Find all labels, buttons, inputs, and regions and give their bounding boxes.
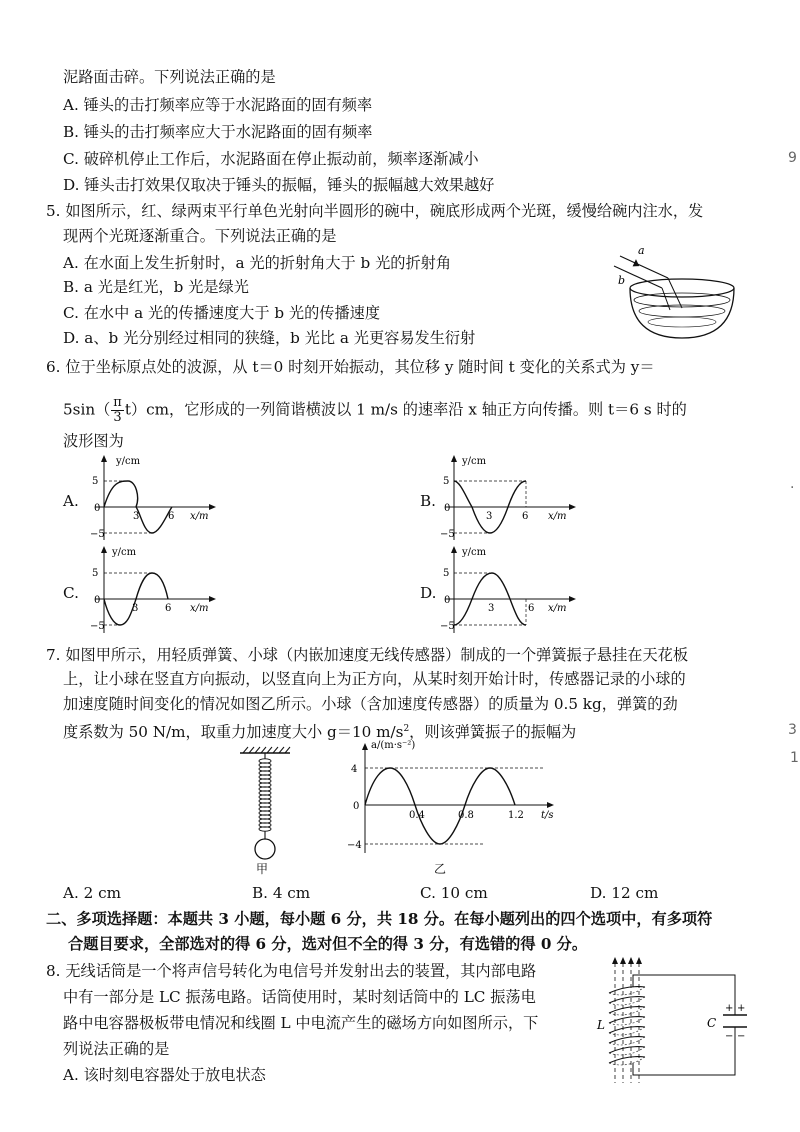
coil-turn bbox=[609, 1037, 645, 1043]
q6-stem-3: 波形图为 bbox=[63, 432, 124, 450]
arrow-icon bbox=[633, 259, 642, 269]
x-label: x/m bbox=[190, 603, 209, 614]
q5-option-b: B. a 光是红光，b 光是绿光 bbox=[63, 278, 249, 296]
q7-superscript: 2 bbox=[403, 724, 410, 734]
y-label: y/cm bbox=[116, 456, 141, 467]
y-label: y/cm bbox=[112, 547, 137, 558]
coil-turn bbox=[609, 1027, 645, 1033]
x-label: x/m bbox=[548, 603, 567, 614]
y-axis-arrow-icon bbox=[451, 546, 457, 553]
q7-stem-4-post: ，则该弹簧振子的振幅为 bbox=[409, 723, 577, 742]
coil-turn bbox=[609, 1017, 645, 1023]
x-label: t/s bbox=[541, 810, 554, 821]
q8-stem-4: 列说法正确的是 bbox=[63, 1040, 170, 1058]
y-label: y/cm bbox=[462, 456, 487, 467]
x-axis-arrow-icon bbox=[209, 504, 216, 510]
tick-label: 6 bbox=[522, 511, 529, 522]
tick-label: 0 bbox=[94, 503, 101, 514]
wave-graph-a bbox=[90, 452, 220, 542]
q6-formula-pre: 5sin（ bbox=[63, 400, 111, 419]
tick-label: 0 bbox=[94, 595, 101, 606]
q6-fraction-denominator: 3 bbox=[113, 410, 122, 425]
q6-formula-post: t）cm，它形成的一列简谐横波以 1 m/s 的速率沿 x 轴正方向传播。则 t＝6 s 时的 bbox=[124, 400, 687, 419]
tick-label: 0 bbox=[444, 595, 451, 606]
q4-option-c: C. 破碎机停止工作后，水泥路面在停止振动前，频率逐渐减小 bbox=[63, 150, 479, 168]
tick-label: 0 bbox=[353, 801, 360, 812]
edge-mark: · bbox=[790, 480, 795, 496]
plate-charge: + bbox=[725, 1003, 734, 1014]
q8-stem-1: 8. 无线话筒是一个将声信号转化为电信号并发射出去的装置，其内部电路 bbox=[46, 962, 537, 980]
label-l: L bbox=[597, 1018, 605, 1032]
label-a: a bbox=[638, 244, 645, 257]
y-axis-arrow-icon bbox=[362, 743, 368, 750]
q7-option-a: A. 2 cm bbox=[63, 884, 122, 902]
lc-circuit-diagram bbox=[595, 955, 755, 1085]
water-layer bbox=[648, 317, 716, 327]
bowl-diagram bbox=[600, 238, 745, 343]
q7-option-c: C. 10 cm bbox=[420, 884, 488, 902]
tick-label: 3 bbox=[486, 511, 493, 522]
field-arrow-icons bbox=[612, 957, 642, 964]
wave-option-label: D. bbox=[420, 584, 437, 602]
label-b: b bbox=[618, 274, 626, 287]
acceleration-curve bbox=[365, 768, 515, 844]
tick-label: 0.8 bbox=[458, 810, 474, 821]
edge-mark: 3 bbox=[788, 722, 797, 738]
q7-stem-1: 7. 如图甲所示，用轻质弹簧、小球（内嵌加速度无线传感器）制成的一个弹簧振子悬挂在天花板 bbox=[46, 646, 689, 664]
q5-option-d: D. a、b 光分别经过相同的狭缝，b 光比 a 光更容易发生衍射 bbox=[63, 329, 476, 347]
edge-mark: 9 bbox=[788, 150, 797, 166]
q8-stem-3: 路中电容器极板带电情况和线圈 L 中电流产生的磁场方向如图所示，下 bbox=[63, 1014, 539, 1032]
tick-label: 6 bbox=[165, 603, 172, 614]
y-axis-arrow-icon bbox=[451, 455, 457, 462]
q7-option-b: B. 4 cm bbox=[252, 884, 311, 902]
q8-option-a: A. 该时刻电容器处于放电状态 bbox=[63, 1066, 266, 1084]
x-axis-arrow-icon bbox=[547, 802, 554, 808]
tick-label: −5 bbox=[440, 529, 455, 540]
q5-stem-1: 5. 如图所示，红、绿两束平行单色光射向半圆形的碗中，碗底形成两个光斑，缓慢给碗内注水，发 bbox=[46, 202, 704, 220]
y-label: a/(m·s⁻²) bbox=[371, 740, 416, 751]
tick-label: 0.4 bbox=[409, 810, 425, 821]
tick-label: −5 bbox=[90, 529, 105, 540]
q7-stem-3: 加速度随时间变化的情况如图乙所示。小球（含加速度传感器）的质量为 0.5 kg，弹簧的劲 bbox=[63, 695, 678, 713]
x-axis-arrow-icon bbox=[569, 596, 576, 602]
y-label: y/cm bbox=[462, 547, 487, 558]
tick-label: 0 bbox=[444, 503, 451, 514]
coil-turn bbox=[609, 1007, 645, 1013]
q5-stem-2: 现两个光斑逐渐重合。下列说法正确的是 bbox=[63, 227, 337, 245]
tick-label: 5 bbox=[443, 476, 450, 487]
tick-label: 4 bbox=[351, 764, 358, 775]
coil-turn bbox=[609, 1057, 645, 1063]
tick-label: 3 bbox=[133, 511, 140, 522]
tick-label: 3 bbox=[132, 603, 139, 614]
q4-option-b: B. 锤头的击打频率应大于水泥路面的固有频率 bbox=[63, 123, 373, 141]
y-axis-arrow-icon bbox=[101, 455, 107, 462]
section-2-heading-1: 二、多项选择题：本题共 3 小题，每小题 6 分，共 18 分。在每小题列出的四个选项中，有多项符 bbox=[46, 910, 713, 928]
q6-stem-1: 6. 位于坐标原点处的波源，从 t＝0 时刻开始振动，其位移 y 随时间 t 变化的关系式为 y＝ bbox=[46, 358, 655, 376]
wave-option-label: B. bbox=[420, 492, 436, 510]
q4-option-a: A. 锤头的击打频率应等于水泥路面的固有频率 bbox=[63, 96, 373, 114]
wave-graph-b bbox=[440, 452, 580, 542]
figure-caption-yi: 乙 bbox=[434, 862, 447, 876]
tick-label: −5 bbox=[90, 621, 105, 632]
x-axis-arrow-icon bbox=[569, 504, 576, 510]
plate-charge: + bbox=[737, 1003, 746, 1014]
x-label: x/m bbox=[190, 511, 209, 522]
ray-a bbox=[620, 256, 668, 278]
tick-label: 5 bbox=[92, 476, 99, 487]
q6-stem-2 bbox=[63, 396, 687, 425]
coil-turn bbox=[609, 1047, 645, 1053]
tick-label: −5 bbox=[440, 621, 455, 632]
q5-option-c: C. 在水中 a 光的传播速度大于 b 光的传播速度 bbox=[63, 304, 381, 322]
coil bbox=[609, 987, 645, 1065]
y-axis-arrow-icon bbox=[101, 546, 107, 553]
x-axis-arrow-icon bbox=[209, 596, 216, 602]
q4-option-d: D. 锤头击打效果仅取决于锤头的振幅，锤头的振幅越大效果越好 bbox=[63, 176, 495, 194]
wire bbox=[633, 975, 735, 1015]
section-2-heading-2: 合题目要求，全部选对的得 6 分，选对但不全的得 3 分，有选错的得 0 分。 bbox=[68, 935, 588, 953]
edge-mark: 1 bbox=[790, 750, 799, 766]
label-c: C bbox=[707, 1016, 717, 1030]
tick-label: 6 bbox=[528, 603, 535, 614]
plate-charge: − bbox=[725, 1031, 734, 1042]
figure-caption-jia: 甲 bbox=[256, 862, 269, 876]
q8-stem-2: 中有一部分是 LC 振荡电路。话筒使用时，某时刻话筒中的 LC 振荡电 bbox=[63, 988, 536, 1006]
wave-option-label: C. bbox=[63, 584, 79, 602]
spring-coils bbox=[259, 759, 271, 831]
bowl-rim bbox=[630, 279, 734, 297]
wave-graph-d bbox=[440, 543, 580, 635]
wave-option-label: A. bbox=[63, 492, 79, 510]
wire bbox=[633, 1027, 735, 1075]
q6-fraction bbox=[111, 396, 124, 425]
tick-label: −4 bbox=[347, 840, 362, 851]
tick-label: 5 bbox=[92, 568, 99, 579]
q7-stem-2: 上，让小球在竖直方向振动，以竖直向上为正方向，从某时刻开始计时，传感器记录的小球的 bbox=[63, 670, 686, 688]
q7-stem-4-pre: 度系数为 50 N/m，取重力加速度大小 g＝10 m/s bbox=[63, 723, 404, 742]
q6-fraction-numerator: π bbox=[113, 395, 122, 410]
tick-label: 3 bbox=[488, 603, 495, 614]
ceiling-hatch bbox=[243, 747, 290, 753]
q7-option-d: D. 12 cm bbox=[590, 884, 659, 902]
plate-charge: − bbox=[737, 1031, 746, 1042]
tick-label: 6 bbox=[168, 511, 175, 522]
x-label: x/m bbox=[548, 511, 567, 522]
text-line: 泥路面击碎。下列说法正确的是 bbox=[63, 68, 276, 86]
ball bbox=[255, 839, 275, 859]
coil-turn bbox=[609, 987, 645, 993]
tick-label: 5 bbox=[443, 568, 450, 579]
coil-turn bbox=[609, 997, 645, 1003]
acceleration-time-graph bbox=[345, 738, 570, 858]
q5-option-a: A. 在水面上发生折射时，a 光的折射角大于 b 光的折射角 bbox=[63, 254, 452, 272]
wave-graph-c bbox=[90, 543, 220, 635]
tick-label: 1.2 bbox=[508, 810, 524, 821]
spring-oscillator-diagram bbox=[235, 745, 295, 875]
